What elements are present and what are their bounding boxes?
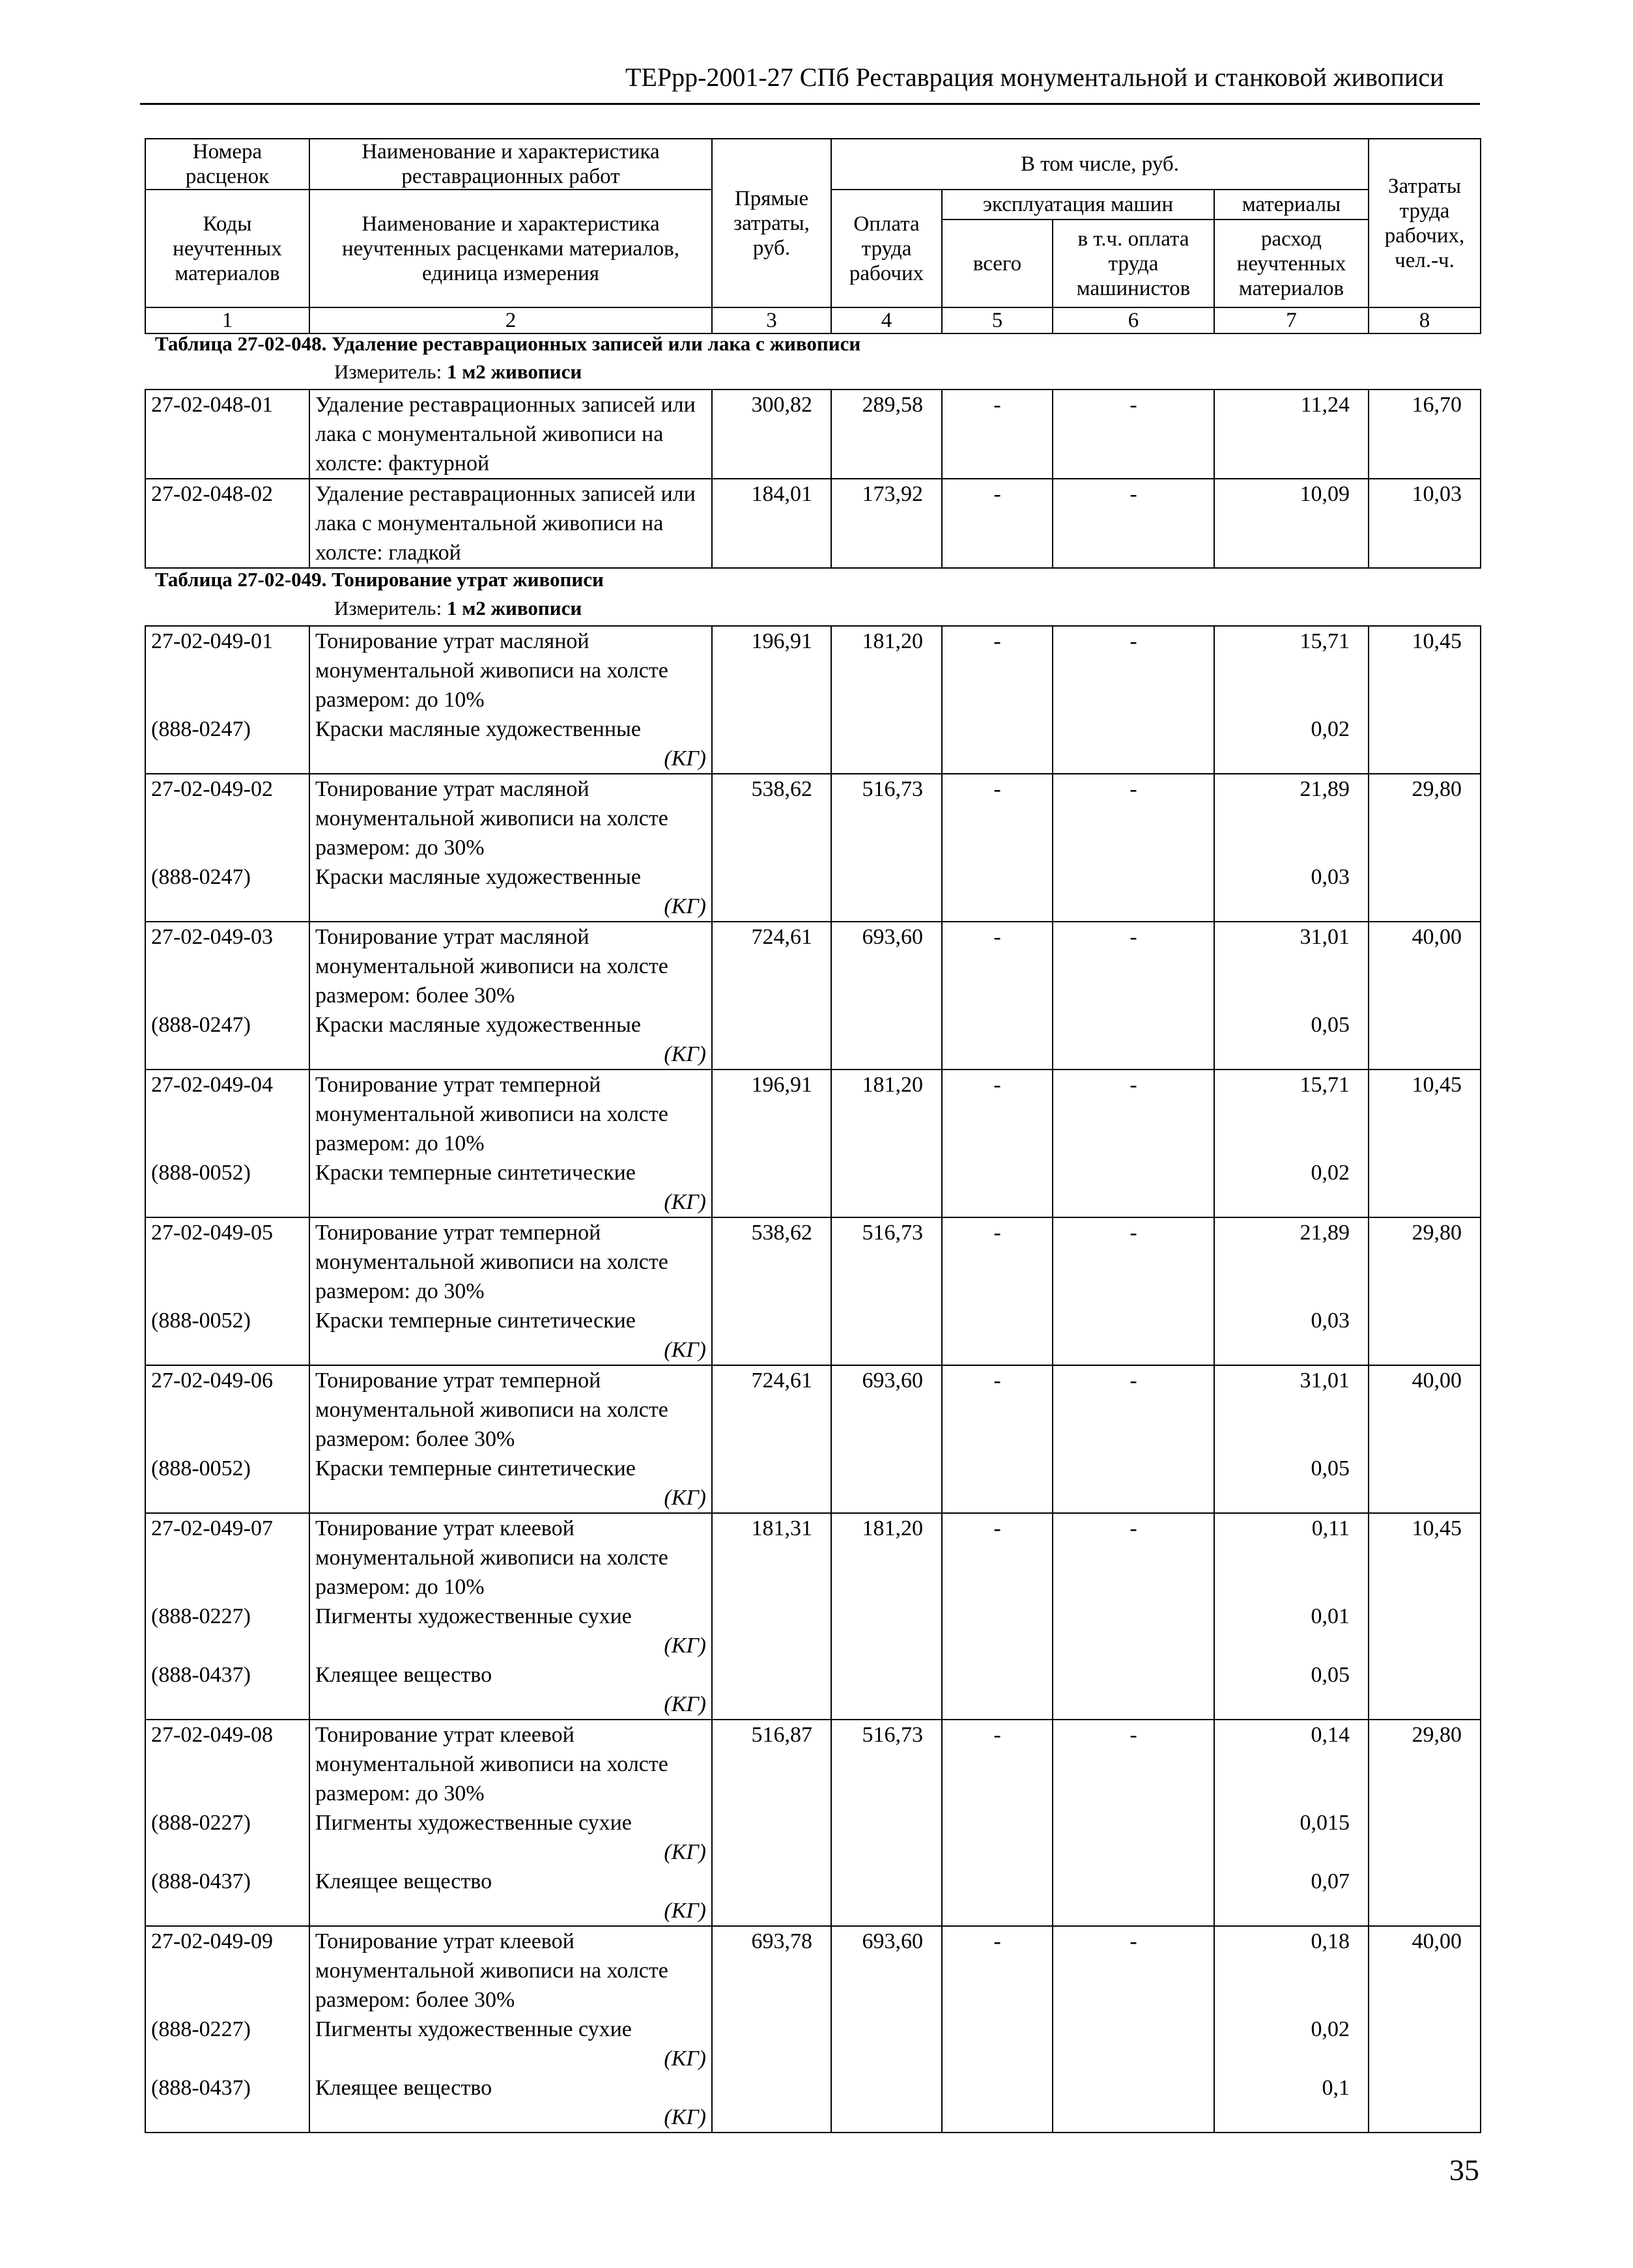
rate-code-cell — [145, 1513, 309, 1720]
direct-cost: 724,61 — [712, 922, 831, 1070]
work-name: Тонирование утрат темперной монументальной живописи на холсте размером: до 30% — [315, 1221, 668, 1303]
material-code: (888-0052) — [151, 1309, 251, 1333]
table-row — [145, 1926, 1481, 2133]
material-qty: 0,02 — [1311, 717, 1350, 741]
material-unit: (КГ) — [664, 1840, 706, 1864]
wages-cost: 516,73 — [831, 1217, 942, 1365]
machines-wages: - — [1053, 1513, 1214, 1720]
materials-cell — [1214, 1070, 1369, 1217]
material-name: Краски масляные художественные — [315, 865, 641, 889]
machines-wages: - — [1053, 626, 1214, 774]
material-qty: 0,05 — [1311, 1663, 1350, 1687]
labor-cost: 29,80 — [1369, 1720, 1481, 1926]
direct-cost: 724,61 — [712, 1365, 831, 1513]
col-number: 7 — [1214, 307, 1369, 333]
work-name: Удаление реставрационных записей или лака с монументальной живописи на холсте: фактурной — [309, 390, 712, 479]
col-labor: Затраты труда рабочих, чел.-ч. — [1369, 139, 1481, 307]
material-entry — [315, 1867, 706, 1925]
rate-code-cell — [145, 922, 309, 1070]
materials-cost: 11,24 — [1214, 390, 1369, 479]
material-qty: 0,05 — [1311, 1013, 1350, 1037]
material-entry — [315, 1602, 706, 1660]
page-number: 35 — [1449, 2153, 1479, 2187]
materials-cell — [1214, 774, 1369, 922]
machines-wages: - — [1053, 1365, 1214, 1513]
material-name: Пигменты художественные сухие — [315, 2017, 632, 2041]
material-code: (888-0227) — [151, 1604, 251, 1628]
materials-cost: 10,09 — [1214, 479, 1369, 568]
material-code: (888-0247) — [151, 1013, 251, 1037]
machines-total: - — [942, 626, 1053, 774]
labor-cost: 10,45 — [1369, 626, 1481, 774]
col-name-bottom: Наименование и характеристика неучтенных расценками материалов, единица измерения — [309, 190, 712, 307]
rate-code: 27-02-049-01 — [151, 629, 273, 653]
col-number: 1 — [145, 307, 309, 333]
wages-cost: 181,20 — [831, 626, 942, 774]
col-number: 5 — [942, 307, 1053, 333]
machines-total: - — [942, 1926, 1053, 2133]
work-name: Тонирование утрат клеевой монументальной живописи на холсте размером: до 10% — [315, 1516, 668, 1599]
direct-cost: 196,91 — [712, 626, 831, 774]
material-qty: 0,03 — [1311, 1309, 1350, 1333]
table-row — [145, 479, 1481, 568]
rate-code-cell — [145, 1720, 309, 1926]
table-row — [145, 1365, 1481, 1513]
material-qty: 0,02 — [1311, 2017, 1350, 2041]
column-header-table — [145, 138, 1481, 334]
material-name: Клеящее вещество — [315, 2076, 492, 2100]
direct-cost: 538,62 — [712, 774, 831, 922]
material-name: Краски темперные синтетические — [315, 1456, 636, 1481]
machines-total: - — [942, 774, 1053, 922]
labor-cost: 10,45 — [1369, 1513, 1481, 1720]
table-49-title: Таблица 27-02-049. Тонирование утрат живописи — [155, 568, 604, 591]
machines-total: - — [942, 390, 1053, 479]
rate-code: 27-02-049-02 — [151, 777, 273, 801]
materials-cost: 0,11 — [1311, 1516, 1350, 1540]
col-number: 3 — [712, 307, 831, 333]
material-code: (888-0247) — [151, 865, 251, 889]
machines-wages: - — [1053, 390, 1214, 479]
material-unit: (КГ) — [664, 1042, 706, 1066]
rate-code-cell — [145, 1070, 309, 1217]
table-row — [145, 626, 1481, 774]
work-name: Удаление реставрационных записей или лака с монументальной живописи на холсте: гладкой — [309, 479, 712, 568]
machines-total: - — [942, 1217, 1053, 1365]
labor-cost: 29,80 — [1369, 1217, 1481, 1365]
rate-code: 27-02-049-04 — [151, 1073, 273, 1097]
materials-cost: 31,01 — [1299, 925, 1350, 949]
material-qty: 0,01 — [1311, 1604, 1350, 1628]
material-unit: (КГ) — [664, 2047, 706, 2071]
machines-wages: - — [1053, 774, 1214, 922]
direct-cost: 693,78 — [712, 1926, 831, 2133]
wages-cost: 693,60 — [831, 922, 942, 1070]
direct-cost: 300,82 — [712, 390, 831, 479]
machines-wages: - — [1053, 922, 1214, 1070]
work-name: Тонирование утрат темперной монументальной живописи на холсте размером: до 10% — [315, 1073, 668, 1155]
col-materials-bottom: расход неучтенных материалов — [1214, 220, 1369, 307]
work-name: Тонирование утрат масляной монументальной живописи на холсте размером: до 10% — [315, 629, 668, 712]
materials-cost: 15,71 — [1299, 629, 1350, 653]
col-direct: Прямые затраты, руб. — [712, 139, 831, 307]
rate-code: 27-02-049-09 — [151, 1929, 273, 1953]
col-incl: В том числе, руб. — [831, 139, 1369, 190]
material-unit: (КГ) — [664, 1634, 706, 1658]
machines-wages: - — [1053, 479, 1214, 568]
work-name-cell — [309, 1926, 712, 2133]
wages-cost: 516,73 — [831, 774, 942, 922]
rate-code-cell — [145, 626, 309, 774]
machines-wages: - — [1053, 1926, 1214, 2133]
materials-cell — [1214, 1365, 1369, 1513]
measure-label: Измеритель: — [334, 597, 442, 619]
wages-cost: 516,73 — [831, 1720, 942, 1926]
machines-total: - — [942, 1070, 1053, 1217]
material-unit: (КГ) — [664, 1338, 706, 1362]
direct-cost: 538,62 — [712, 1217, 831, 1365]
material-qty: 0,02 — [1311, 1161, 1350, 1185]
material-code: (888-0052) — [151, 1456, 251, 1481]
col-code-bottom: Коды неучтенных материалов — [145, 190, 309, 307]
labor-cost: 16,70 — [1369, 390, 1481, 479]
materials-cost: 31,01 — [1299, 1368, 1350, 1393]
material-entry — [315, 2073, 706, 2132]
materials-cell — [1214, 922, 1369, 1070]
rate-code: 27-02-049-06 — [151, 1368, 273, 1393]
material-qty: 0,1 — [1322, 2076, 1350, 2100]
work-name-cell — [309, 626, 712, 774]
table-48-measure — [334, 360, 582, 384]
materials-cost: 0,18 — [1311, 1929, 1350, 1953]
col-number: 6 — [1053, 307, 1214, 333]
material-code: (888-0227) — [151, 1811, 251, 1835]
material-name: Клеящее вещество — [315, 1663, 492, 1687]
labor-cost: 10,03 — [1369, 479, 1481, 568]
material-entry — [315, 1454, 706, 1512]
table-row — [145, 1720, 1481, 1926]
col-machines-total: всего — [942, 220, 1053, 307]
material-entry — [315, 862, 706, 921]
rate-code: 27-02-048-01 — [145, 390, 309, 479]
material-name: Клеящее вещество — [315, 1869, 492, 1893]
materials-cell — [1214, 1513, 1369, 1720]
machines-wages: - — [1053, 1070, 1214, 1217]
labor-cost: 40,00 — [1369, 1365, 1481, 1513]
material-unit: (КГ) — [664, 1899, 706, 1923]
work-name-cell — [309, 922, 712, 1070]
labor-cost: 40,00 — [1369, 1926, 1481, 2133]
materials-cost: 21,89 — [1299, 1221, 1350, 1245]
table-49-grid — [145, 625, 1481, 2133]
table-49 — [145, 625, 1480, 2133]
materials-cost: 21,89 — [1299, 777, 1350, 801]
material-name: Краски темперные синтетические — [315, 1309, 636, 1333]
table-row — [145, 774, 1481, 922]
wages-cost: 181,20 — [831, 1513, 942, 1720]
material-name: Краски масляные художественные — [315, 1013, 641, 1037]
work-name: Тонирование утрат темперной монументальной живописи на холсте размером: более 30% — [315, 1368, 668, 1451]
table-row — [145, 1217, 1481, 1365]
material-name: Краски темперные синтетические — [315, 1161, 636, 1185]
table-row — [145, 1513, 1481, 1720]
labor-cost: 10,45 — [1369, 1070, 1481, 1217]
wages-cost: 693,60 — [831, 1365, 942, 1513]
material-code: (888-0052) — [151, 1161, 251, 1185]
rate-code: 27-02-049-07 — [151, 1516, 273, 1540]
col-number: 8 — [1369, 307, 1481, 333]
rate-code-cell — [145, 1926, 309, 2133]
work-name: Тонирование утрат клеевой монументальной живописи на холсте размером: более 30% — [315, 1929, 668, 2012]
work-name-cell — [309, 1217, 712, 1365]
table-48-grid — [145, 389, 1481, 569]
machines-total: - — [942, 1513, 1053, 1720]
material-code: (888-0247) — [151, 717, 251, 741]
materials-cell — [1214, 1720, 1369, 1926]
material-code: (888-0437) — [151, 2076, 251, 2100]
material-code: (888-0437) — [151, 1869, 251, 1893]
material-entry — [315, 1660, 706, 1719]
material-unit: (КГ) — [664, 1190, 706, 1214]
rate-code: 27-02-048-02 — [145, 479, 309, 568]
materials-cell — [1214, 1217, 1369, 1365]
rate-code: 27-02-049-05 — [151, 1221, 273, 1245]
material-entry — [315, 1158, 706, 1217]
machines-wages: - — [1053, 1217, 1214, 1365]
wages-cost: 181,20 — [831, 1070, 942, 1217]
work-name: Тонирование утрат клеевой монументальной живописи на холсте размером: до 30% — [315, 1723, 668, 1806]
direct-cost: 516,87 — [712, 1720, 831, 1926]
table-row — [145, 390, 1481, 479]
work-name: Тонирование утрат масляной монументальной живописи на холсте размером: более 30% — [315, 925, 668, 1008]
rate-code-cell — [145, 1365, 309, 1513]
col-materials-top: материалы — [1214, 190, 1369, 220]
material-entry — [315, 1306, 706, 1365]
wages-cost: 173,92 — [831, 479, 942, 568]
material-unit: (КГ) — [664, 1486, 706, 1510]
wages-cost: 289,58 — [831, 390, 942, 479]
table-48-title: Таблица 27-02-048. Удаление реставрационных записей или лака с живописи — [155, 332, 861, 355]
machines-total: - — [942, 1365, 1053, 1513]
table-49-measure — [334, 597, 582, 620]
work-name-cell — [309, 1513, 712, 1720]
table-row — [145, 922, 1481, 1070]
material-name: Пигменты художественные сухие — [315, 1604, 632, 1628]
col-wages: Оплата труда рабочих — [831, 190, 942, 307]
material-qty: 0,07 — [1311, 1869, 1350, 1893]
machines-total: - — [942, 1720, 1053, 1926]
material-code: (888-0227) — [151, 2017, 251, 2041]
column-header-block — [145, 138, 1480, 334]
running-header: ТЕРрр-2001-27 СПб Реставрация монументальной и станковой живописи — [625, 63, 1444, 92]
material-unit: (КГ) — [664, 894, 706, 918]
material-qty: 0,05 — [1311, 1456, 1350, 1481]
material-entry — [315, 2015, 706, 2073]
col-number: 2 — [309, 307, 712, 333]
wages-cost: 693,60 — [831, 1926, 942, 2133]
material-qty: 0,03 — [1311, 865, 1350, 889]
col-name-top: Наименование и характеристика реставрационных работ — [309, 139, 712, 190]
material-entry — [315, 1010, 706, 1069]
measure-value: 1 м2 живописи — [446, 597, 582, 619]
direct-cost: 181,31 — [712, 1513, 831, 1720]
col-number: 4 — [831, 307, 942, 333]
machines-total: - — [942, 922, 1053, 1070]
work-name-cell — [309, 1720, 712, 1926]
rate-code-cell — [145, 774, 309, 922]
material-unit: (КГ) — [664, 2105, 706, 2129]
measure-value: 1 м2 живописи — [446, 360, 582, 383]
col-code-top: Номера расценок — [145, 139, 309, 190]
work-name-cell — [309, 1070, 712, 1217]
rate-code: 27-02-049-03 — [151, 925, 273, 949]
material-unit: (КГ) — [664, 746, 706, 771]
work-name-cell — [309, 774, 712, 922]
rate-code-cell — [145, 1217, 309, 1365]
table-48 — [145, 389, 1480, 569]
material-entry — [315, 715, 706, 773]
col-machines-wages: в т.ч. оплата труда машинистов — [1053, 220, 1214, 307]
measure-label: Измеритель: — [334, 360, 442, 383]
header-rule — [140, 103, 1480, 105]
work-name-cell — [309, 1365, 712, 1513]
rate-code: 27-02-049-08 — [151, 1723, 273, 1747]
direct-cost: 196,91 — [712, 1070, 831, 1217]
materials-cost: 15,71 — [1299, 1073, 1350, 1097]
labor-cost: 29,80 — [1369, 774, 1481, 922]
materials-cost: 0,14 — [1311, 1723, 1350, 1747]
machines-wages: - — [1053, 1720, 1214, 1926]
labor-cost: 40,00 — [1369, 922, 1481, 1070]
material-unit: (КГ) — [664, 1692, 706, 1716]
materials-cell — [1214, 626, 1369, 774]
work-name: Тонирование утрат масляной монументальной живописи на холсте размером: до 30% — [315, 777, 668, 860]
machines-total: - — [942, 479, 1053, 568]
direct-cost: 184,01 — [712, 479, 831, 568]
table-row — [145, 1070, 1481, 1217]
col-machines: эксплуатация машин — [942, 190, 1214, 220]
material-qty: 0,015 — [1299, 1811, 1350, 1835]
material-code: (888-0437) — [151, 1663, 251, 1687]
materials-cell — [1214, 1926, 1369, 2133]
material-name: Пигменты художественные сухие — [315, 1811, 632, 1835]
material-entry — [315, 1808, 706, 1867]
material-name: Краски масляные художественные — [315, 717, 641, 741]
